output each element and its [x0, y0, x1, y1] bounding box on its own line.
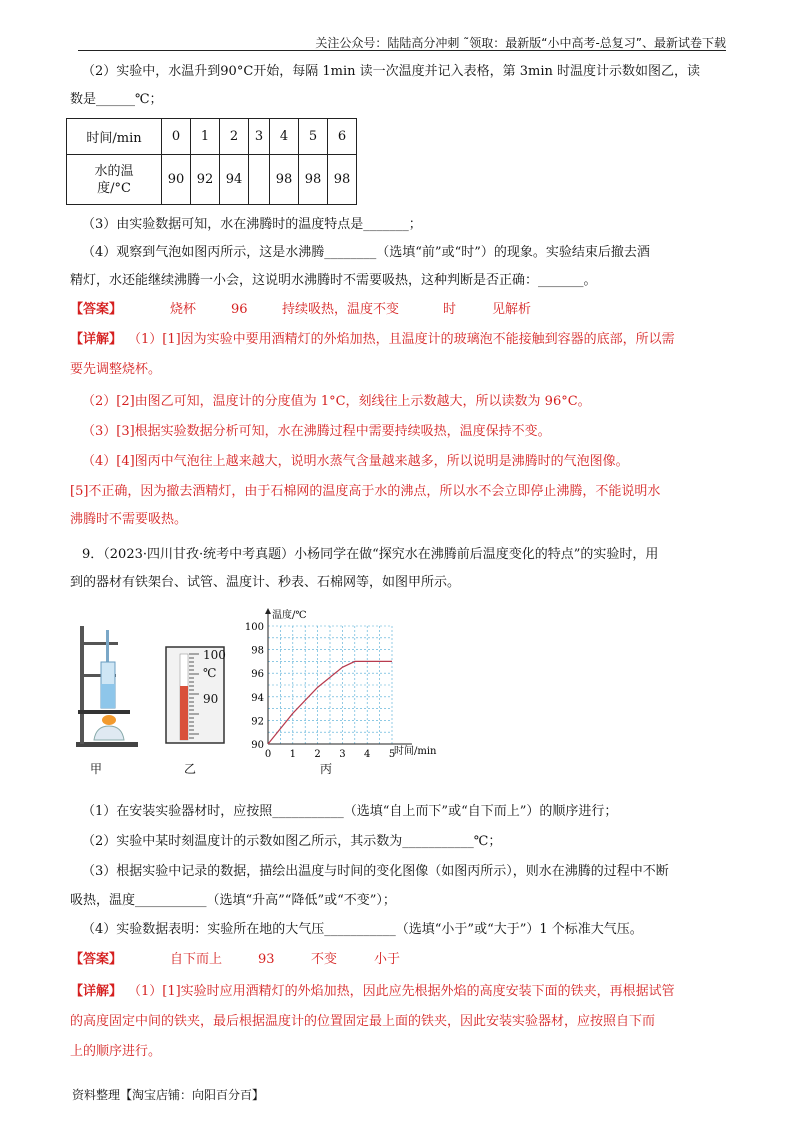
- q9-answer-4: 小于: [374, 952, 401, 967]
- thermometer-label-100: 100: [203, 648, 226, 662]
- x-tick-label: 3: [339, 749, 346, 760]
- q8-answer-5: 见解析: [492, 302, 532, 317]
- table-header-temp-line1: 水的温: [94, 163, 134, 179]
- page-footer: 资料整理【淘宝店铺：向阳百分百】: [72, 1088, 265, 1102]
- table-cell: 1: [191, 119, 220, 155]
- thermometer-label-90: 90: [203, 692, 219, 706]
- table-cell: 98: [328, 155, 357, 205]
- q8-answer-2: 96: [231, 302, 248, 317]
- q8-part2-line2: 数是______℃；: [70, 92, 163, 107]
- table-cell: 98: [270, 155, 299, 205]
- y-tick-label: 100: [244, 622, 264, 633]
- q9-part4: （4）实验数据表明：实验所在地的大气压___________（选填“小于”或“大于”）1 个标准大气压。: [82, 922, 643, 937]
- temperature-table: [66, 118, 357, 205]
- table-cell: 3: [249, 119, 270, 155]
- x-tick-label: 1: [289, 749, 296, 760]
- q9-answer-label: 【答案】: [70, 952, 123, 967]
- q9-detail-label: 【详解】: [70, 984, 123, 999]
- figure-label-yi: 乙: [184, 762, 197, 776]
- q8-detail-1a: （1）[1]因为实验中要用酒精灯的外焰加热，且温度计的玻璃泡不能接触到容器的底部，所以需: [128, 332, 675, 347]
- y-tick-label: 94: [251, 692, 264, 704]
- x-tick-label: 5: [388, 749, 396, 760]
- table-cell: 2: [220, 119, 249, 155]
- table-cell: 0: [162, 119, 191, 155]
- q9-answer-1: 自下而上: [170, 952, 223, 967]
- q8-answer-label: 【答案】: [70, 302, 123, 317]
- table-row: [67, 119, 357, 155]
- q8-detail-label: 【详解】: [70, 332, 123, 347]
- q8-detail-5a: [5]不正确，因为撤去酒精灯，由于石棉网的温度高于水的沸点，所以水不会立即停止沸腾，不能说明水: [70, 484, 661, 499]
- header-text: 关注公众号：陆陆高分冲刺 ˜领取：最新版“小中高考-总复习”、最新试卷下载: [315, 36, 726, 50]
- clamp-top: [80, 642, 118, 645]
- q8-detail-1b: 要先调整烧杯。: [70, 362, 162, 377]
- asbestos-net: [78, 710, 130, 714]
- q8-detail-3: （3）[3]根据实验数据分析可知，水在沸腾过程中需要持续吸热，温度保持不变。: [82, 424, 551, 439]
- q8-answer-3: 持续吸热，温度不变: [282, 302, 400, 317]
- table-cell: 4: [270, 119, 299, 155]
- table-row: [67, 155, 357, 205]
- figure-label-jia: 甲: [90, 762, 103, 776]
- thermometer-liquid: [180, 686, 188, 740]
- figure-label-bing: 丙: [320, 762, 333, 776]
- stand-base: [76, 742, 138, 747]
- q8-part3: （3）由实验数据可知，水在沸腾时的温度特点是_______；: [82, 217, 422, 232]
- y-tick-label: 98: [251, 645, 264, 657]
- table-header-temp: [67, 155, 162, 205]
- q8-part4-line2: 精灯，水还能继续沸腾一小会，这说明水沸腾时不需要吸热，这种判断是否正确：_______。: [70, 273, 597, 288]
- y-axis-label: 温度/℃: [272, 610, 307, 621]
- y-axis-arrow: [265, 608, 271, 614]
- q9-part1: （1）在安装实验器材时，应按照___________（选填“自上而下”或“自下而上”）的顺序进行；: [82, 804, 618, 819]
- q8-detail-5b: 沸腾时不需要吸热。: [70, 512, 188, 527]
- table-header-temp-line2: 度/°C: [97, 180, 131, 196]
- table-cell: 94: [220, 155, 249, 205]
- temperature-time-chart: [238, 600, 437, 772]
- q9-detail-1c: 上的顺序进行。: [70, 1044, 162, 1059]
- table-cell: 90: [162, 155, 191, 205]
- x-axis-label: 时间/min: [394, 746, 437, 757]
- q9-part2: （2）实验中某时刻温度计的示数如图乙所示，其示数为___________℃；: [82, 834, 502, 849]
- y-tick-label: 96: [251, 669, 264, 681]
- q8-answer-1: 烧杯: [170, 302, 197, 317]
- q8-detail-4: （4）[4]图丙中气泡往上越来越大，说明水蒸气含量越来越多，所以说明是沸腾时的气泡图像。: [82, 454, 629, 469]
- q8-answer-4: 时: [443, 302, 457, 317]
- q8-detail-2: （2）[2]由图乙可知，温度计的分度值为 1°C，刻线往上示数越大，所以读数为 96°C。: [82, 394, 591, 409]
- table-cell: 98: [299, 155, 328, 205]
- q9-part3-line1: （3）根据实验中记录的数据，描绘出温度与时间的变化图像（如图丙所示），则水在沸腾的过程中不断: [82, 864, 669, 879]
- q9-part3-line2: 吸热，温度___________（选填“升高”“降低”或“不变”）；: [70, 893, 396, 908]
- q8-part4-line1: （4）观察到气泡如图丙所示，这是水沸腾________（选填“前”或“时”）的现象。实验结束后撤去酒: [82, 245, 650, 260]
- alcohol-lamp: [94, 726, 124, 740]
- x-tick-label: 4: [364, 749, 371, 760]
- table-cell: 92: [191, 155, 220, 205]
- flame: [102, 715, 116, 725]
- apparatus-figure: [68, 622, 148, 750]
- water: [101, 684, 115, 708]
- page-header: [78, 34, 726, 51]
- x-tick-label: 2: [314, 749, 321, 760]
- q8-part2-line1: （2）实验中，水温升到90°C开始，每隔 1min 读一次温度并记入表格，第 3min 时温度计示数如图乙，读: [82, 64, 701, 79]
- q9-detail-1a: （1）[1]实验时应用酒精灯的外焰加热，因此应先根据外焰的高度安装下面的铁夹，再根据试管: [128, 984, 675, 999]
- table-cell: 6: [328, 119, 357, 155]
- table-cell: 5: [299, 119, 328, 155]
- thermometer-unit: ℃: [203, 666, 217, 680]
- q9-detail-1b: 的高度固定中间的铁夹，最后根据温度计的位置固定最上面的铁夹，因此安装实验器材，应按照自下而: [70, 1014, 656, 1029]
- q9-intro-line1: 9．（2023·四川甘孜·统考中考真题）小杨同学在做“探究水在沸腾前后温度变化的特点”的实验时，用: [82, 547, 659, 562]
- y-tick-label: 90: [251, 740, 264, 751]
- x-tick-label: 0: [264, 749, 272, 760]
- y-tick-label: 92: [251, 716, 264, 728]
- q9-answer-3: 不变: [311, 952, 338, 967]
- table-header-time: 时间/min: [67, 119, 162, 155]
- table-cell: [249, 155, 270, 205]
- q9-intro-line2: 到的器材有铁架台、试管、温度计、秒表、石棉网等，如图甲所示。: [70, 575, 461, 590]
- q9-answer-2: 93: [258, 952, 275, 967]
